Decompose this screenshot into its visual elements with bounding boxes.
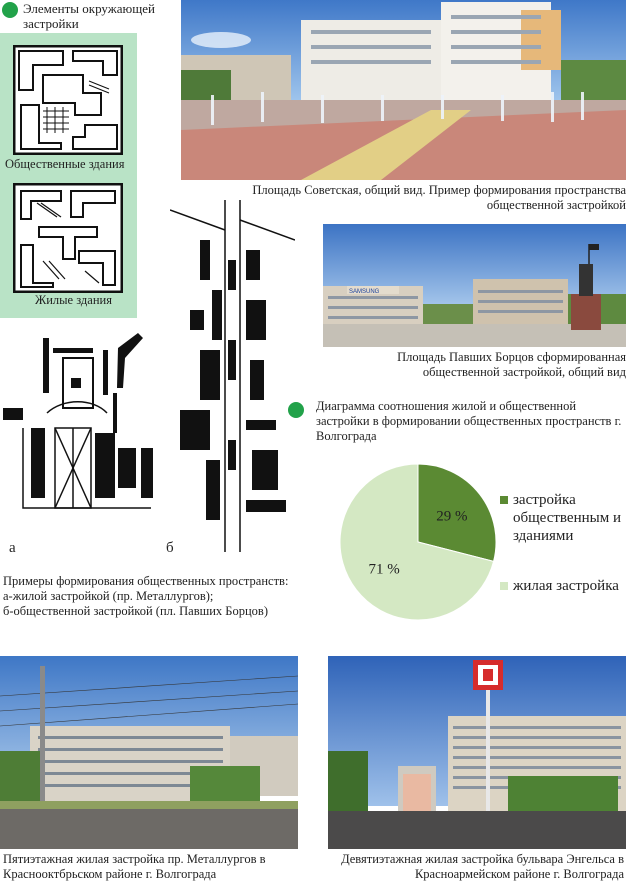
plan-a-label: а	[9, 540, 16, 556]
samsung-sign: SAMSUNG	[349, 289, 380, 295]
legend-label-2: жилая застройка	[513, 578, 619, 594]
chart-bullet-icon	[288, 402, 304, 418]
public-buildings-plan	[13, 45, 123, 155]
legend-swatch-2	[500, 582, 508, 590]
engelsa-photo	[328, 656, 626, 849]
plan-b-label: б	[166, 540, 174, 556]
plan-a-residential	[3, 328, 163, 526]
engelsa-caption: Девятиэтажная жилая застройка бульвара Энгельса в Красноармейском районе г. Волгограда	[341, 852, 624, 881]
public-buildings-label: Общественные здания	[5, 157, 125, 171]
pavshih-bortsov-caption: Площадь Павших Борцов сформированная общественной застройкой, общий вид	[397, 350, 626, 379]
legend-swatch-1	[500, 496, 508, 504]
header-title: Элементы окружающей застройки	[23, 1, 155, 31]
residential-buildings-plan	[13, 183, 123, 293]
surroundings-panel	[0, 33, 137, 318]
chart-title: Диаграмма соотношения жилой и общественной застройки в формировании общественных пространств г. Волгограда	[316, 399, 622, 443]
pie-chart	[336, 460, 506, 620]
chart-legend	[500, 491, 626, 595]
plan-b-public	[170, 200, 295, 552]
legend-label-1: застройка общественным и зданиями	[513, 492, 621, 544]
sovetskaya-square-photo	[181, 0, 626, 180]
sovetskaya-square-caption: Площадь Советская, общий вид. Пример формирования пространства общественной застройкой	[252, 183, 626, 212]
legend-item-1	[500, 491, 626, 545]
plans-caption: Примеры формирования общественных пространств: а-жилой застройкой (пр. Металлургов); б-общественной застройкой (пл. Павших Борцов)	[3, 574, 289, 618]
pavshih-bortsov-square-photo	[323, 224, 626, 347]
residential-buildings-label: Жилые здания	[35, 293, 112, 307]
legend-item-2	[500, 577, 626, 595]
pie-value-label-1: 29 %	[436, 508, 468, 525]
pie-value-label-2: 71 %	[368, 561, 400, 578]
metallurgov-photo	[0, 656, 298, 849]
header-bullet-icon	[2, 2, 18, 18]
metallurgov-caption: Пятиэтажная жилая застройка пр. Металлургов в Краснооктбрьском районе г. Волгограда	[3, 852, 266, 881]
